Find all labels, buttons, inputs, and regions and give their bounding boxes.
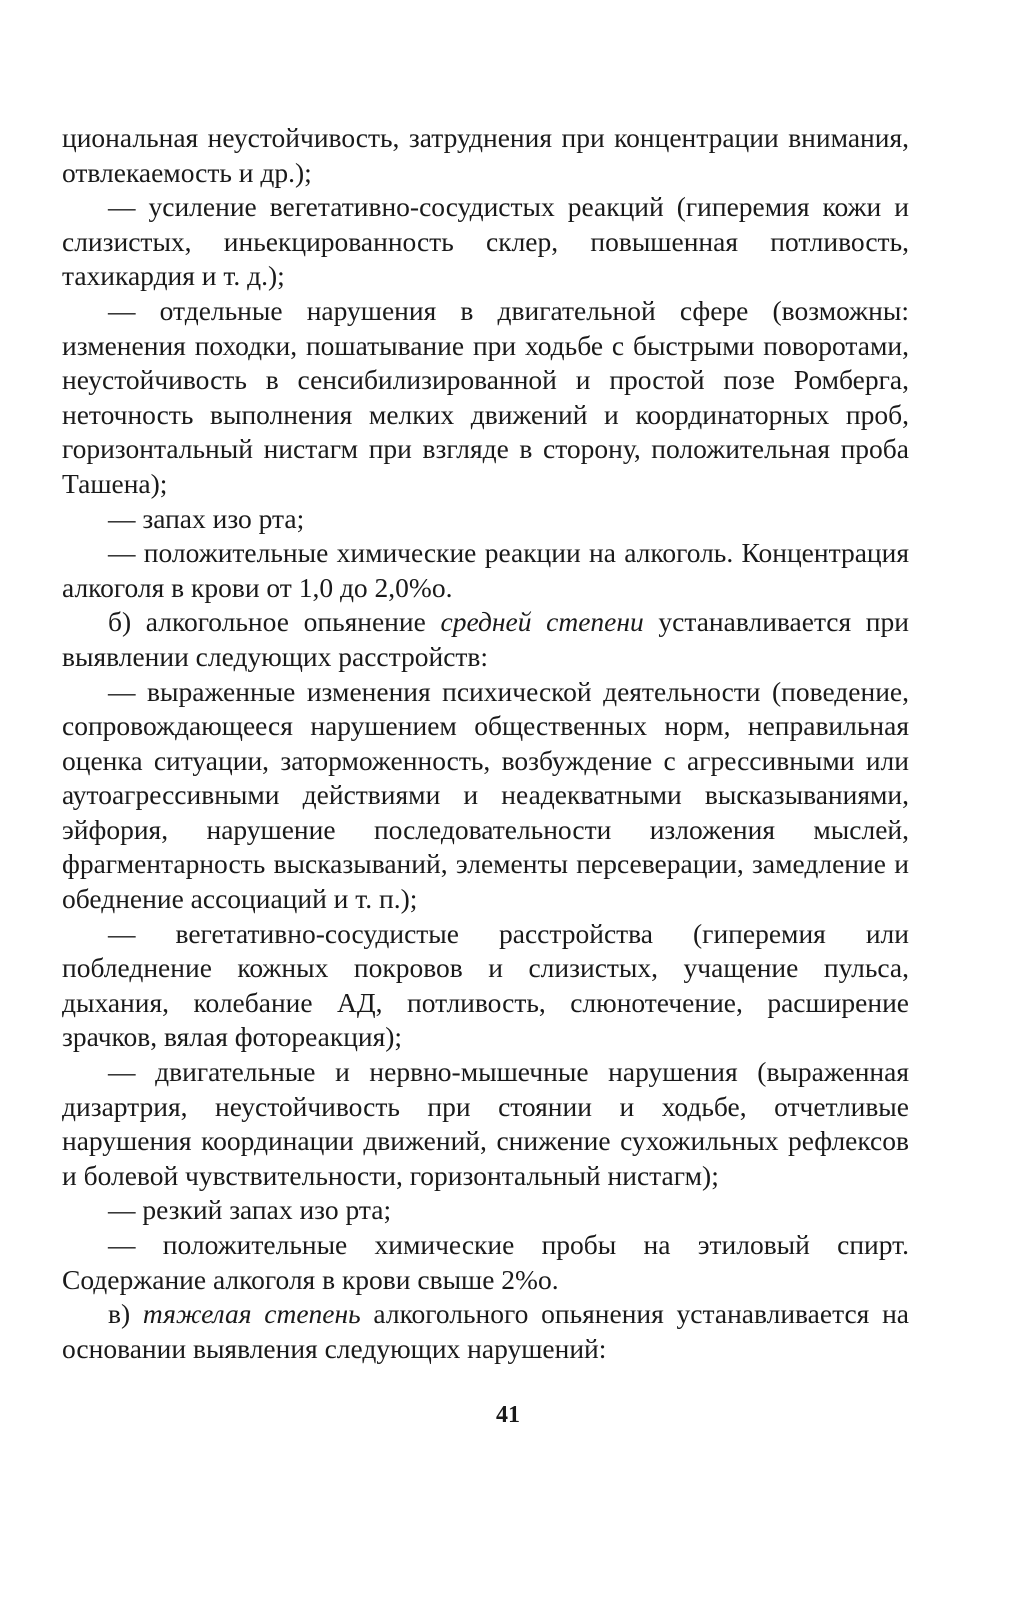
list-item-vegetative-reactions: — усиление вегетативно-сосудистых реакций (гиперемия кожи и слизистых, иньекцированность склер, повышенная потливость, тахикардия и т. д.); (62, 191, 909, 292)
page-body (62, 121, 909, 1366)
list-item-vegetative-disorders: — вегетативно-сосудистые расстройства (гиперемия или побледнение кожных покровов и слизистых, учащение пульса, дыхания, колебание АД, потливость, слюнотечение, расширение зрачков, вялая фотореакция); (62, 917, 909, 1053)
page-number: 41 (496, 1402, 520, 1428)
paragraph-severe-degree (62, 1297, 909, 1366)
list-item-chemical-reactions: — положительные химические реакции на алкоголь. Концентрация алкоголя в крови от 1,0 до 2,0%о. (62, 537, 909, 603)
emphasis-term: тяжелая степень (142, 1298, 361, 1330)
paragraph-moderate-degree (62, 605, 909, 674)
paragraph-continuation: циональная неустойчивость, затруднения при концентрации внимания, отвлекаемость и др.); (62, 122, 909, 188)
text-run: алкогольного опьянения устанавливается на основании выявления следующих нарушений: (62, 1298, 909, 1364)
text-run: б) алкогольное опьянение (108, 606, 441, 638)
list-item-neuromuscular-disorders: — двигательные и нервно-мышечные нарушения (выраженная дизартрия, неустойчивость при стоянии и ходьбе, отчетливые нарушения координации движений, снижение сухожильных рефлексов и болевой чувствительности, горизонтальный нистагм); (62, 1056, 909, 1191)
list-item-strong-breath-odor: — резкий запах изо рта; (108, 1194, 392, 1226)
list-item-ethanol-tests: — положительные химические пробы на этиловый спирт. Содержание алкоголя в крови свыше 2%о. (62, 1229, 909, 1295)
emphasis-term: средней степени (440, 606, 644, 638)
text-run: устанавливается при выявлении следующих расстройств: (62, 606, 909, 672)
list-item-motor-disorders: — отдельные нарушения в двигательной сфере (возможны: изменения походки, пошатывание при ходьбе с быстрыми поворотами, неустойчивость в сенсибилизированной и простой позе Ромберга, неточность выполнения мелких движений и координаторных проб, горизонтальный нистагм при взгляде в сторону, положительная проба Ташена); (62, 294, 909, 499)
list-item-mental-changes: — выраженные изменения психической деятельности (поведение, сопровождающееся нарушением общественных норм, неправильная оценка ситуации, заторможенность, возбуждение с агрессивными или аутоагрессивными действиями и неадекватными высказываниями, эйфория, нарушение последовательности изложения мыслей, фрагментарность высказываний, элементы персеверации, замедление и обеднение ассоциаций и т. п.); (62, 675, 909, 915)
list-item-breath-odor: — запах изо рта; (108, 502, 305, 534)
text-run: в) (108, 1298, 143, 1330)
